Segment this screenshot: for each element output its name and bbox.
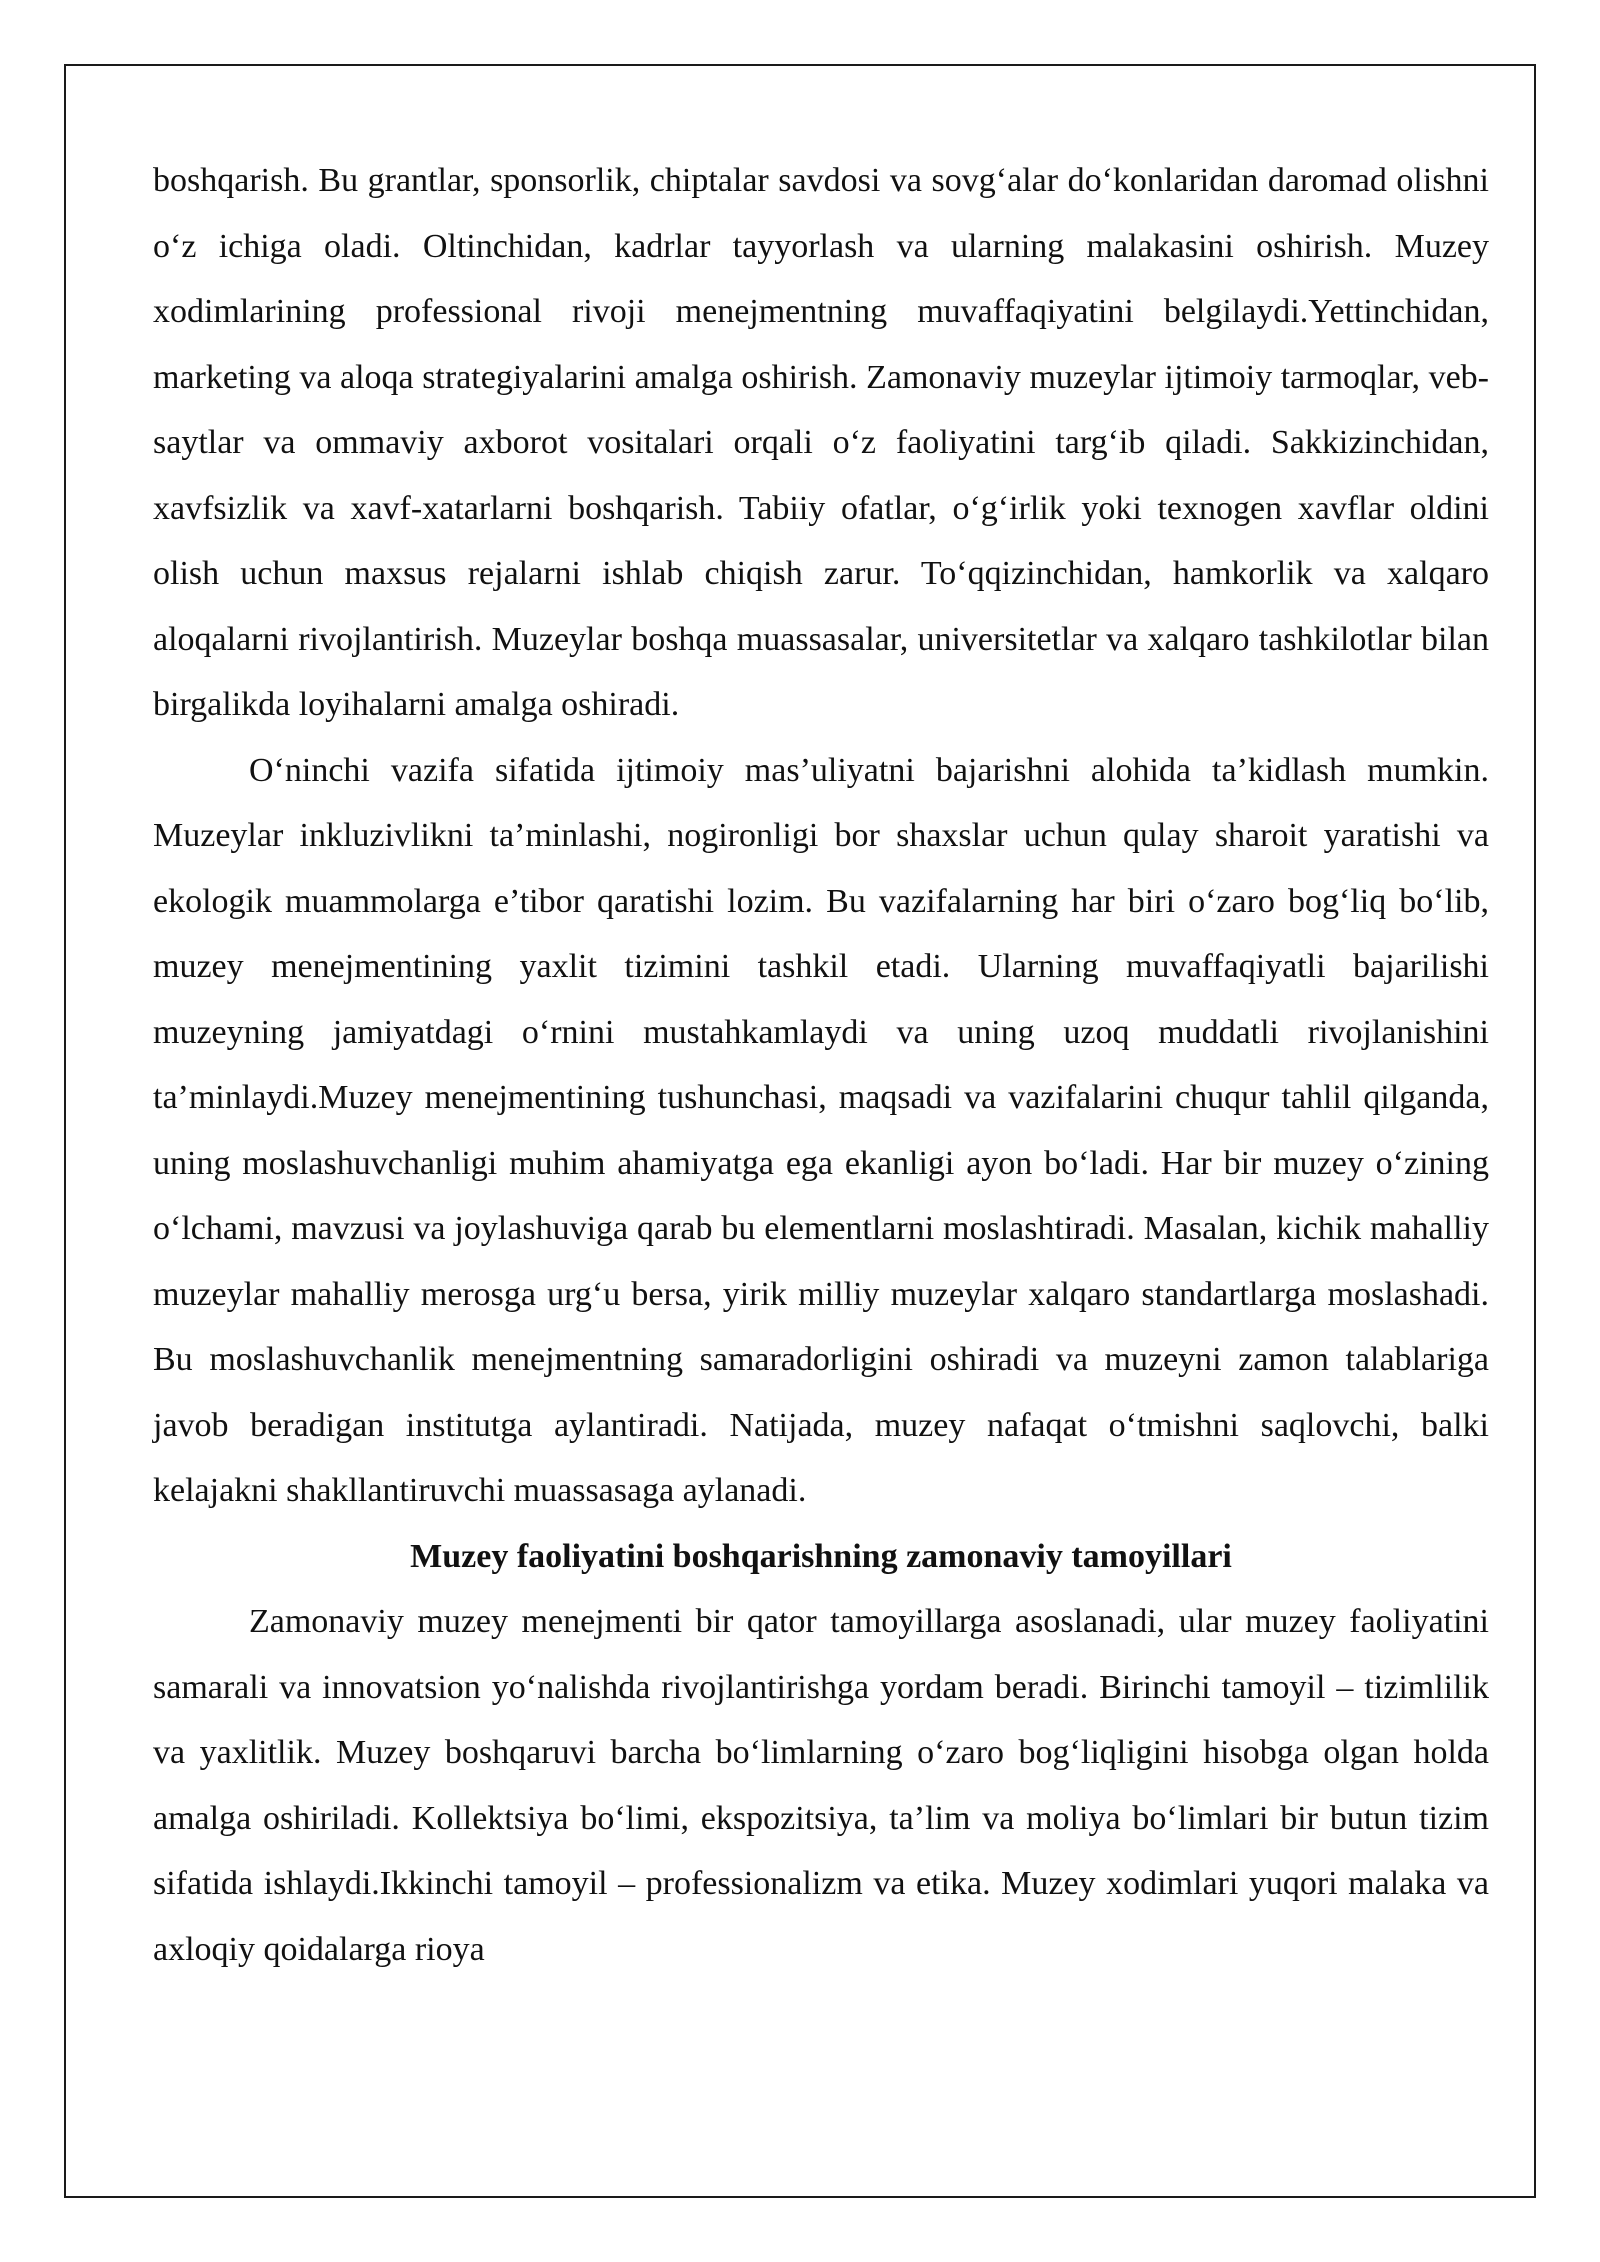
paragraph-principles: Zamonaviy muzey menejmenti bir qator tamoyillarga asoslanadi, ular muzey faoliyatini samarali va innovatsion yo‘nalishda rivojlantirishga yordam beradi. Birinchi tamoyil – tizimlilik va yaxlitlik. Muzey boshqaruvi barcha bo‘limlarning o‘zaro bog‘liqligini hisobga olgan holda amalga oshiriladi. Kollektsiya bo‘limi, ekspozitsiya, ta’lim va moliya bo‘limlari bir butun tizim sifatida ishlaydi.Ikkinchi tamoyil – professionalizm va etika. Muzey xodimlari yuqori malaka va axloqiy qoidalarga rioya [153,1603,1489,1968]
document-body [153,148,1489,1982]
section-heading: Muzey faoliyatini boshqarishning zamonaviy tamoyillari [410,1537,1232,1575]
paragraph-tenth-task: O‘ninchi vazifa sifatida ijtimoiy mas’uliyatni bajarishni alohida ta’kidlash mumkin. Muzeylar inkluzivlikni ta’minlashi, nogironligi bor shaxslar uchun qulay sharoit yaratishi va ekologik muammolarga e’tibor qaratishi lozim. Bu vazifalarning har biri o‘zaro bog‘liq bo‘lib, muzey menejmentining yaxlit tizimini tashkil etadi. Ularning muvaffaqiyatli bajarilishi muzeyning jamiyatdagi o‘rnini mustahkamlaydi va uning uzoq muddatli rivojlanishini ta’minlaydi.Muzey menejmentining tushunchasi, maqsadi va vazifalarini chuqur tahlil qilganda, uning moslashuvchanligi muhim ahamiyatga ega ekanligi ayon bo‘ladi. Har bir muzey o‘zining o‘lchami, mavzusi va joylashuviga qarab bu elementlarni moslashtiradi. Masalan, kichik mahalliy muzeylar mahalliy merosga urg‘u bersa, yirik milliy muzeylar xalqaro standartlarga moslashadi. Bu moslashuvchanlik menejmentning samaradorligini oshiradi va muzeyni zamon talablariga javob beradigan institutga aylantiradi. Natijada, muzey nafaqat o‘tmishni saqlovchi, balki kelajakni shakllantiruvchi muassasaga aylanadi. [153,751,1489,1509]
paragraph-continued: boshqarish. Bu grantlar, sponsorlik, chiptalar savdosi va sovg‘alar do‘konlaridan daromad olishni o‘z ichiga oladi. Oltinchidan, kadrlar tayyorlash va ularning malakasini oshirish. Muzey xodimlarining professional rivoji menejmentning muvaffaqiyatini belgilaydi.Yettinchidan, marketing va aloqa strategiyalarini amalga oshirish. Zamonaviy muzeylar ijtimoiy tarmoqlar, veb-saytlar va ommaviy axborot vositalari orqali o‘z faoliyatini targ‘ib qiladi. Sakkizinchidan, xavfsizlik va xavf-xatarlarni boshqarish. Tabiiy ofatlar, o‘g‘irlik yoki texnogen xavflar oldini olish uchun maxsus rejalarni ishlab chiqish zarur. To‘qqizinchidan, hamkorlik va xalqaro aloqalarni rivojlantirish. Muzeylar boshqa muassasalar, universitetlar va xalqaro tashkilotlar bilan birgalikda loyihalarni amalga oshiradi. [153,162,1489,723]
